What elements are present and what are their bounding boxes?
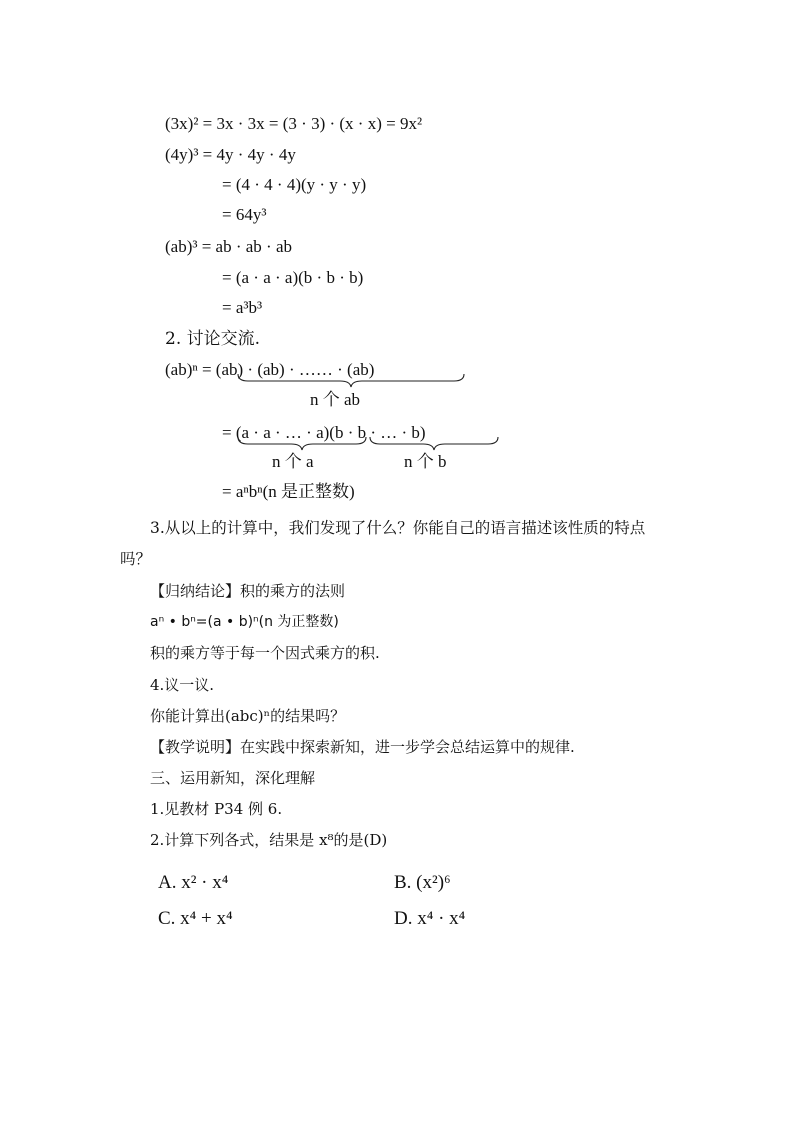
underbrace-b [368,435,500,451]
underbrace-a [236,435,368,451]
discussion-line-1: (ab)ⁿ = (ab) · (ab) · …… · (ab) [165,360,375,379]
product-power-rule: 积的乘方等于每一个因式乘方的积. [150,644,380,662]
discussion-line-2: = (a · a · … · a)(b · b · … · b) [222,423,426,442]
derivation-line-7: = a³b³ [222,298,263,317]
conclusion-title: 积的乘方的法则 [240,582,346,600]
derivation-line-5: (ab)³ = ab · ab · ab [165,237,293,256]
teaching-note [150,737,575,757]
option-a: A. x² · x⁴ [158,872,229,893]
product-power-formula: aⁿ • bⁿ=(a • b)ⁿ(n 为正整数) [150,614,339,630]
question-4: 4.议一议. [150,676,215,694]
conclusion-line [150,581,345,601]
conclusion-tag: 【归纳结论】 [150,582,241,600]
underbrace-label-a: n 个 a [272,452,314,471]
derivation-line-6: = (a · a · a)(b · b · b) [222,268,364,287]
option-c: C. x⁴ + x⁴ [158,908,233,929]
question-4-text: 你能计算出(abc)ⁿ的结果吗？ [150,707,346,725]
underbrace-label-ab: n 个 ab [310,390,361,409]
exercise-1: 1.见教材 P34 例 6. [150,800,283,818]
derivation-line-2: (4y)³ = 4y · 4y · 4y [165,145,296,164]
exercise-2: 2.计算下列各式，结果是 x⁸的是(D) [150,831,388,849]
derivation-line-3: = (4 · 4 · 4)(y · y · y) [222,175,367,194]
underbrace-ab [236,372,466,388]
derivation-line-4: = 64y³ [222,205,267,224]
teaching-tag: 【教学说明】 [150,738,241,756]
question-3-line-1: 3.从以上的计算中，我们发现了什么？你能自己的语言描述该性质的特点 [150,519,646,537]
discussion-line-3: = aⁿbⁿ(n 是正整数) [222,482,355,501]
option-b: B. (x²)⁶ [394,872,451,893]
option-d: D. x⁴ · x⁴ [394,908,466,929]
section-3-heading: 三、运用新知，深化理解 [150,769,316,787]
teaching-text: 在实践中探索新知，进一步学会总结运算中的规律. [240,738,575,756]
derivation-line-1: (3x)² = 3x · 3x = (3 · 3) · (x · x) = 9x² [165,114,423,133]
question-3-line-2: 吗？ [120,550,152,568]
underbrace-label-b: n 个 b [404,452,447,471]
discussion-heading: 2. 讨论交流. [165,329,261,349]
